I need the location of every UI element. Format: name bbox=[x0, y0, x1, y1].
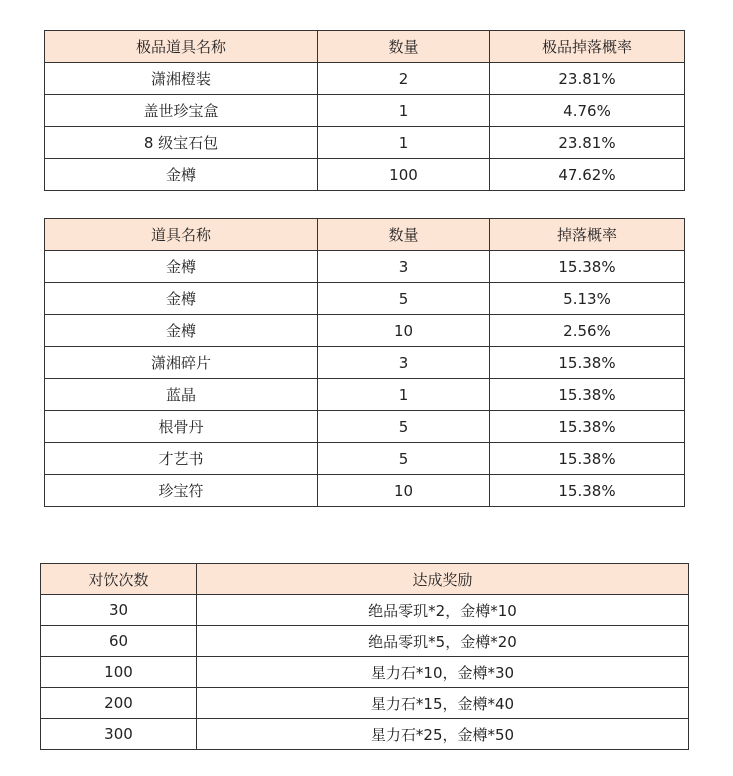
table-row bbox=[41, 657, 689, 688]
drink-count-cell: 100 bbox=[41, 657, 197, 688]
quantity-cell: 10 bbox=[318, 315, 490, 347]
drop-rate-cell: 47.62% bbox=[490, 159, 685, 191]
table-row bbox=[45, 127, 685, 159]
table-header-row bbox=[45, 31, 685, 63]
quantity-cell: 5 bbox=[318, 411, 490, 443]
header-quantity: 数量 bbox=[318, 219, 490, 251]
table-row bbox=[45, 443, 685, 475]
header-premium-item-name: 极品道具名称 bbox=[45, 31, 318, 63]
quantity-cell: 5 bbox=[318, 283, 490, 315]
quantity-cell: 5 bbox=[318, 443, 490, 475]
quantity-cell: 3 bbox=[318, 251, 490, 283]
table-row bbox=[45, 475, 685, 507]
table-row bbox=[41, 626, 689, 657]
item-name-cell: 金樽 bbox=[45, 283, 318, 315]
quantity-cell: 1 bbox=[318, 95, 490, 127]
item-name-cell: 潇湘碎片 bbox=[45, 347, 318, 379]
reward-cell: 星力石*15，金樽*40 bbox=[197, 688, 689, 719]
quantity-cell: 10 bbox=[318, 475, 490, 507]
drop-rate-cell: 23.81% bbox=[490, 127, 685, 159]
table-row bbox=[45, 411, 685, 443]
quantity-cell: 1 bbox=[318, 379, 490, 411]
item-name-cell: 8 级宝石包 bbox=[45, 127, 318, 159]
table-row bbox=[41, 688, 689, 719]
item-name-cell: 珍宝符 bbox=[45, 475, 318, 507]
item-name-cell: 蓝晶 bbox=[45, 379, 318, 411]
drop-rate-cell: 15.38% bbox=[490, 379, 685, 411]
table-header-row bbox=[45, 219, 685, 251]
reward-cell: 星力石*25，金樽*50 bbox=[197, 719, 689, 750]
drink-count-cell: 30 bbox=[41, 595, 197, 626]
quantity-cell: 1 bbox=[318, 127, 490, 159]
table-row bbox=[45, 63, 685, 95]
header-drink-count: 对饮次数 bbox=[41, 564, 197, 595]
item-name-cell: 金樽 bbox=[45, 159, 318, 191]
drop-rate-cell: 2.56% bbox=[490, 315, 685, 347]
table-row bbox=[41, 719, 689, 750]
quantity-cell: 100 bbox=[318, 159, 490, 191]
reward-cell: 星力石*10，金樽*30 bbox=[197, 657, 689, 688]
table-row bbox=[45, 315, 685, 347]
drink-count-cell: 200 bbox=[41, 688, 197, 719]
drop-rate-cell: 15.38% bbox=[490, 347, 685, 379]
drop-rate-cell: 15.38% bbox=[490, 443, 685, 475]
drink-reward-table bbox=[40, 563, 689, 750]
quantity-cell: 2 bbox=[318, 63, 490, 95]
item-name-cell: 金樽 bbox=[45, 315, 318, 347]
header-item-name: 道具名称 bbox=[45, 219, 318, 251]
table-row bbox=[45, 95, 685, 127]
table-header-row bbox=[41, 564, 689, 595]
drop-rate-cell: 23.81% bbox=[490, 63, 685, 95]
table-row bbox=[45, 251, 685, 283]
drink-count-cell: 60 bbox=[41, 626, 197, 657]
table-row bbox=[45, 283, 685, 315]
table-row bbox=[41, 595, 689, 626]
header-reward: 达成奖励 bbox=[197, 564, 689, 595]
item-name-cell: 潇湘橙装 bbox=[45, 63, 318, 95]
drop-rate-cell: 15.38% bbox=[490, 475, 685, 507]
table-row bbox=[45, 159, 685, 191]
table-row bbox=[45, 347, 685, 379]
item-name-cell: 才艺书 bbox=[45, 443, 318, 475]
item-name-cell: 盖世珍宝盒 bbox=[45, 95, 318, 127]
drop-rate-cell: 5.13% bbox=[490, 283, 685, 315]
item-name-cell: 金樽 bbox=[45, 251, 318, 283]
header-quantity: 数量 bbox=[318, 31, 490, 63]
item-name-cell: 根骨丹 bbox=[45, 411, 318, 443]
item-drop-table bbox=[44, 218, 685, 507]
reward-cell: 绝品零玑*5，金樽*20 bbox=[197, 626, 689, 657]
drop-rate-cell: 15.38% bbox=[490, 251, 685, 283]
table-row bbox=[45, 379, 685, 411]
header-drop-rate: 掉落概率 bbox=[490, 219, 685, 251]
drink-count-cell: 300 bbox=[41, 719, 197, 750]
drop-rate-cell: 15.38% bbox=[490, 411, 685, 443]
drop-rate-cell: 4.76% bbox=[490, 95, 685, 127]
reward-cell: 绝品零玑*2，金樽*10 bbox=[197, 595, 689, 626]
header-premium-drop-rate: 极品掉落概率 bbox=[490, 31, 685, 63]
quantity-cell: 3 bbox=[318, 347, 490, 379]
premium-drop-table bbox=[44, 30, 685, 191]
